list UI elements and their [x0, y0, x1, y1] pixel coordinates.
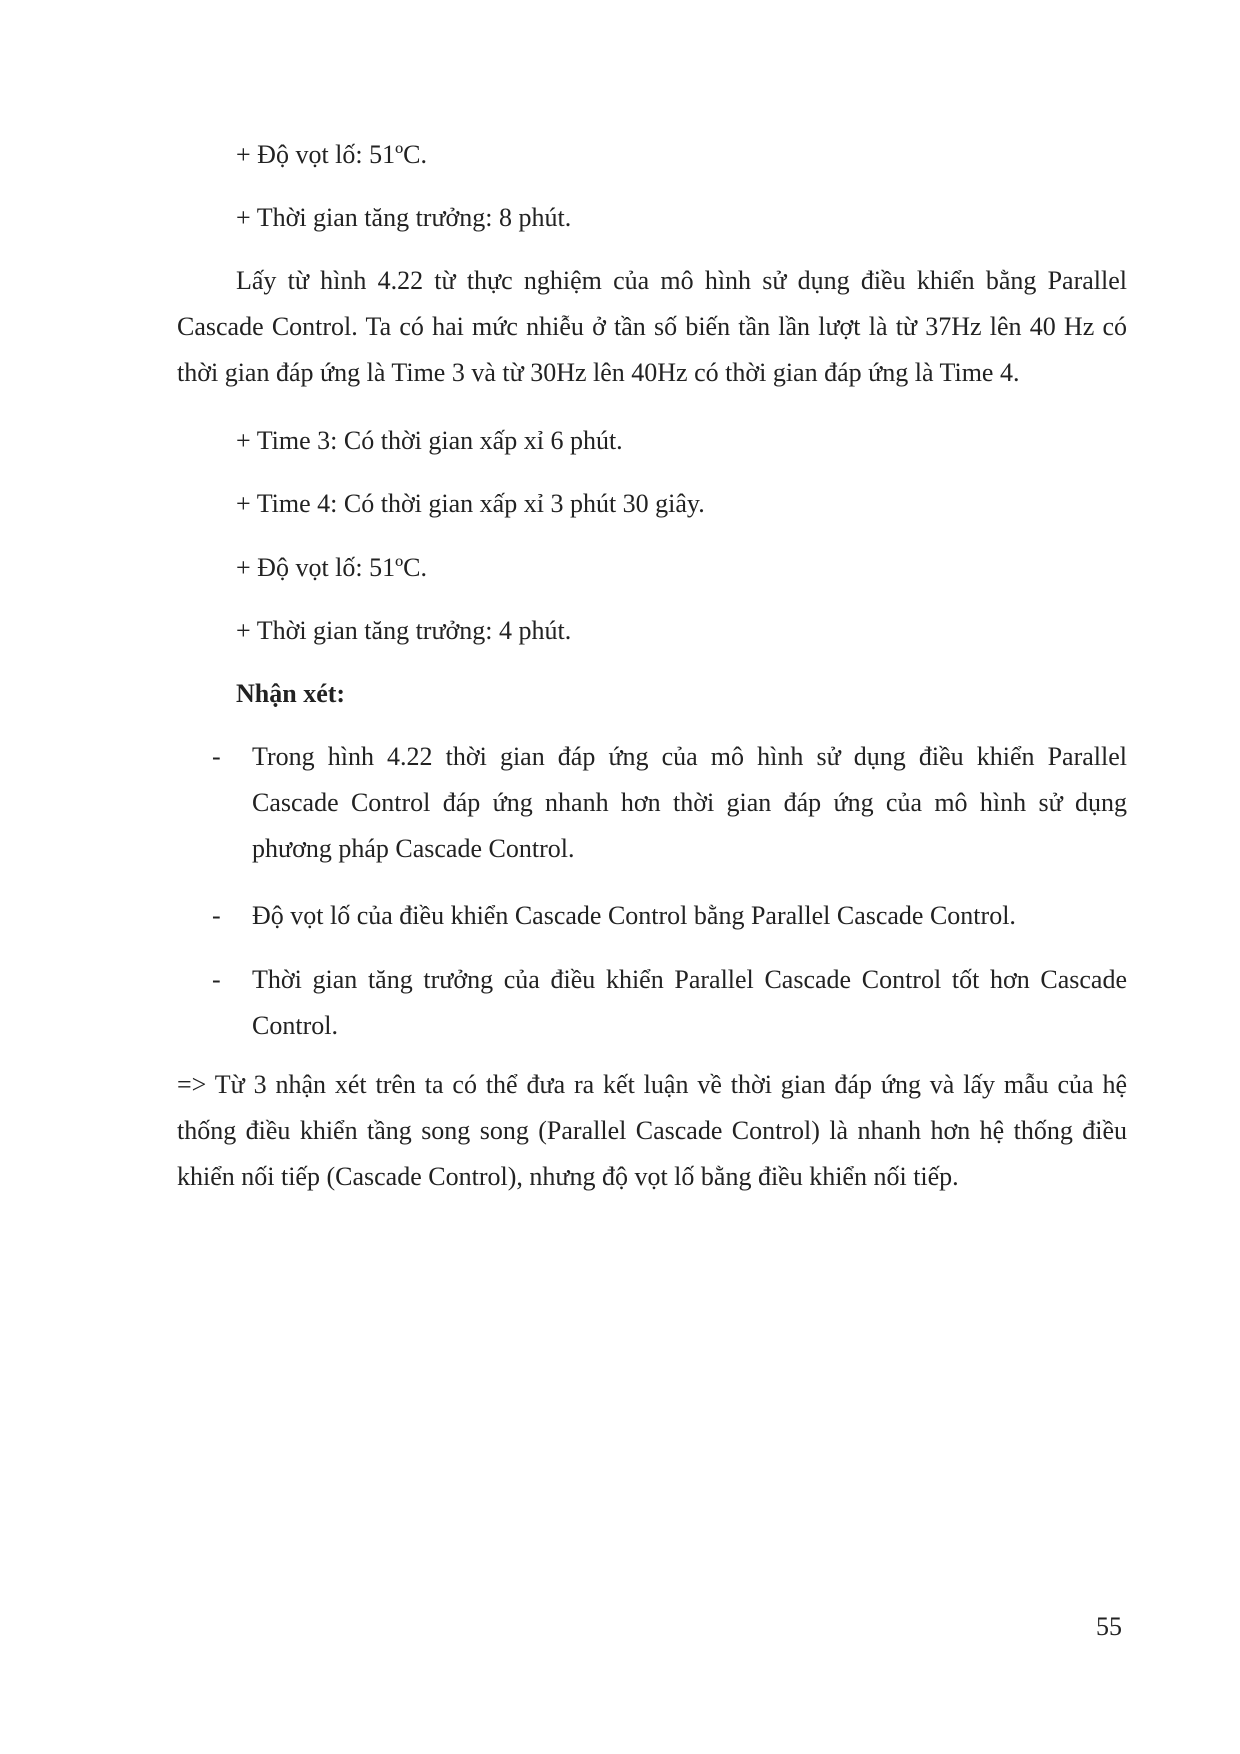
bullet-dash: -: [212, 901, 221, 930]
rise-time-line-1: + Thời gian tăng trưởng: 8 phút.: [236, 203, 572, 232]
bullet-dash: -: [212, 742, 221, 771]
remarks-heading: Nhận xét:: [236, 679, 346, 708]
bullet-dash: -: [212, 965, 221, 994]
remark-text: Độ vọt lố của điều khiển Cascade Control bằng Parallel Cascade Control.: [252, 901, 1016, 930]
overshoot-line-1: + Độ vọt lố: 51ºC.: [236, 140, 428, 169]
overshoot-line-2: + Độ vọt lố: 51ºC.: [236, 553, 428, 582]
time-3-line: + Time 3: Có thời gian xấp xỉ 6 phút.: [236, 426, 623, 455]
remark-text: Thời gian tăng trưởng của điều khiển Parallel Cascade Control tốt hơn Cascade Control.: [252, 965, 1127, 1040]
conclusion-paragraph: => Từ 3 nhận xét trên ta có thể đưa ra kết luận về thời gian đáp ứng và lấy mẫu của hệ thống điều khiển tầng song song (Parallel Cascade Control) là nhanh hơn hệ thống điều khiển nối tiếp (Cascade Control), nhưng độ vọt lố bằng điều khiển nối tiếp.: [177, 1070, 1127, 1191]
remark-text: Trong hình 4.22 thời gian đáp ứng của mô hình sử dụng điều khiển Parallel Cascade Control đáp ứng nhanh hơn thời gian đáp ứng của mô hình sử dụng phương pháp Cascade Control.: [252, 742, 1127, 863]
page-number: 55: [1096, 1612, 1122, 1641]
rise-time-line-2: + Thời gian tăng trưởng: 4 phút.: [236, 616, 572, 645]
time-4-line: + Time 4: Có thời gian xấp xỉ 3 phút 30 giây.: [236, 489, 705, 518]
paragraph-experiment: Lấy từ hình 4.22 từ thực nghiệm của mô hình sử dụng điều khiển bằng Parallel Cascade Control. Ta có hai mức nhiễu ở tần số biến tần lần lượt là từ 37Hz lên 40 Hz có thời gian đáp ứng là Time 3 và từ 30Hz lên 40Hz có thời gian đáp ứng là Time 4.: [177, 266, 1127, 387]
